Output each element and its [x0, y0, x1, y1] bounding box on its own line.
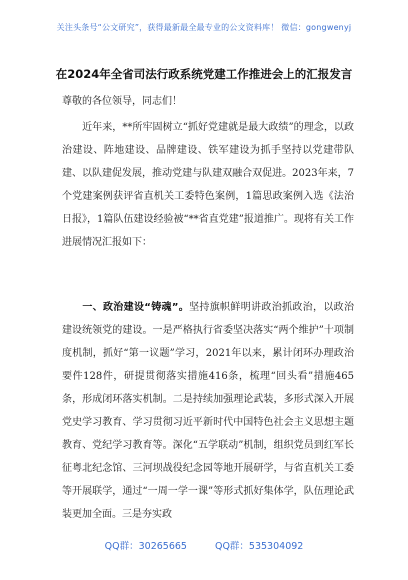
salutation: 尊敬的各位领导，同志们！	[62, 96, 182, 107]
section-1-text: 坚持旗帜鲜明讲政治抓政治，以政治建设统领党的建设。一是严格执行省委坚决落实“两个维护”十项制度机制，抓好“第一议题”学习，2021年以来，累计闭环办理政治要件128件，研提贯彻落实措施416条，梳理“回头看”措施465条，形成闭环落实机制。二是持续加强理论武装，多形式深入开展党史学习教育、学习贯彻习近平新时代中国特色社会主义思想主题教育、党纪学习教育等。深化“五学联动”机制，组织党员到红军长征粤北纪念馆、三河坝战役纪念园等地开展研学，与省直机关工委等开展联学，通过“一周一学一课”等形式抓好集体学，队伍理论武装更加全面。三是夯实政	[62, 302, 354, 520]
section-1-heading: 一、政治建设“铸魂”。	[82, 302, 190, 313]
paragraph-intro-text: 近年来，**所牢固树立“抓好党建就是最大政绩”的理念，以政治建设、阵地建设、品牌建设、铁军建设为抓手坚持以党建带队建、以队建促发展，推动党建与队建双融合双促进。2023年来，7个党建案例获评省直机关工委特色案例，1篇思政案例入选《法治日报》，1篇队伍建设经验被“**省直党建”报道推广。现将有关工作进展情况汇报如下：	[62, 122, 354, 248]
header-banner-text: 关注头条号“公文研究”，获得最新最全最专业的公文资料库！ 微信：gongwenyj	[56, 23, 352, 32]
footer-qq-2: QQ群：535304092	[214, 541, 304, 552]
footer-qq-1: QQ群：30265665	[104, 541, 187, 552]
document-title: 在2024年全省司法行政系统党建工作推进会上的汇报发言	[55, 67, 353, 81]
footer	[0, 538, 408, 552]
paragraph-section-1	[62, 296, 354, 526]
header-banner	[0, 22, 408, 33]
paragraph-intro	[62, 116, 354, 254]
